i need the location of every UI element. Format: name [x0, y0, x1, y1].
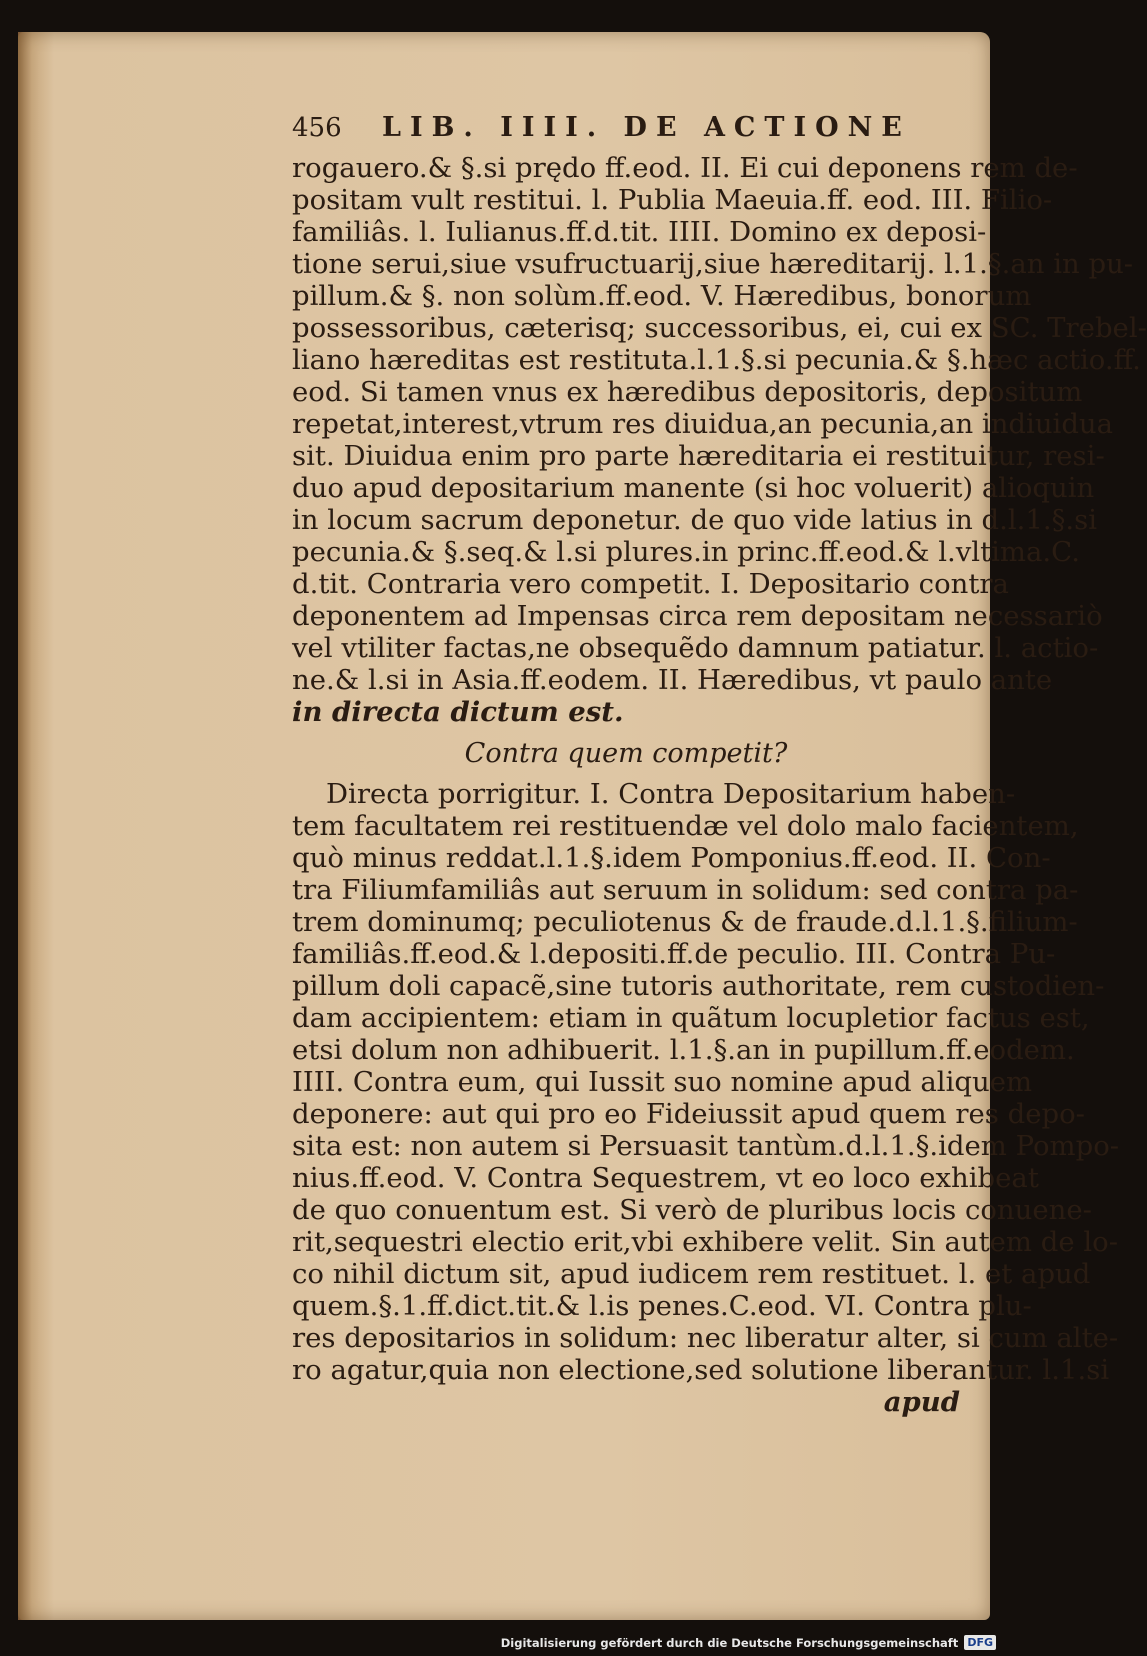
text-line: vel vtiliter factas,ne obsequẽdo damnum patiatur. l. actio- [292, 632, 1099, 664]
text-line: tione serui,siue vsufructuarij,siue hæreditarij. l.1.§.an in pu- [292, 248, 1134, 280]
digitization-footer [501, 1635, 996, 1650]
text-line: possessoribus, cæterisq; successoribus, ei, cui ex SC. Trebel- [292, 312, 1147, 344]
text-line: in locum sacrum deponetur. de quo vide latius in d.l.1.§.si [292, 504, 1098, 536]
text-line: dam accipientem: etiam in quãtum locupletior factus est, [292, 1002, 1090, 1034]
paragraph-after-heading [292, 778, 1120, 1418]
text-line: familiâs. l. Iulianus.ff.d.tit. IIII. Domino ex deposi- [292, 216, 987, 248]
catchword: apud [883, 1386, 960, 1418]
text-line: deponere: aut qui pro eo Fideiussit apud quem res depo- [292, 1098, 1085, 1130]
text-line: pillum.& §. non solùm.ff.eod. V. Hæredibus, bonorum [292, 280, 1032, 312]
text-line: eod. Si tamen vnus ex hæredibus depositoris, depositum [292, 376, 1083, 408]
running-head-title: LIB. IIII. DE ACTIONE [382, 112, 911, 143]
section-heading: Contra quem competit? [464, 738, 788, 769]
text-line: pecunia.& §.seq.& l.si plures.in princ.ff.eod.& l.vltima.C. [292, 536, 1080, 568]
page-number: 456 [292, 113, 342, 143]
text-line: sit. Diuidua enim pro parte hæreditaria ei restituitur, resi- [292, 440, 1105, 472]
text-line: liano hæreditas est restituta.l.1.§.si pecunia.& §.hæc actio.ff. [292, 344, 1141, 376]
text-line: deponentem ad Impensas circa rem depositam necessariò [292, 600, 1103, 632]
paragraph-before-heading [292, 152, 1147, 728]
text-line: positam vult restitui. l. Publia Maeuia.ff. eod. III. Filio- [292, 184, 1053, 216]
text-line: tem facultatem rei restituendæ vel dolo malo facientem, [292, 810, 1079, 842]
text-line: co nihil dictum sit, apud iudicem rem restituet. l. et apud [292, 1258, 1091, 1290]
footer-credit: Digitalisierung gefördert durch die Deutsche Forschungsgemeinschaft [500, 1635, 959, 1650]
text-line: Directa porrigitur. I. Contra Depositarium haben- [326, 778, 1016, 810]
text-line: trem dominumq; peculiotenus & de fraude.d.l.1.§.filium- [292, 906, 1078, 938]
text-line: duo apud depositarium manente (si hoc voluerit) alioquin [292, 472, 1095, 504]
text-line: res depositarios in solidum: nec liberatur alter, si cum alte- [292, 1322, 1119, 1354]
text-line: in directa dictum est. [292, 696, 624, 728]
text-line: sita est: non autem si Persuasit tantùm.d.l.1.§.idem Pompo- [292, 1130, 1120, 1162]
text-line: etsi dolum non adhibuerit. l.1.§.an in pupillum.ff.eodem. [292, 1034, 1075, 1066]
text-line: ne.& l.si in Asia.ff.eodem. II. Hæredibus, vt paulo ante [292, 664, 1053, 696]
text-line: pillum doli capacẽ,sine tutoris authoritate, rem custodien- [292, 970, 1105, 1002]
text-line: nius.ff.eod. V. Contra Sequestrem, vt eo loco exhibeat [292, 1162, 1039, 1194]
text-line: familiâs.ff.eod.& l.depositi.ff.de peculio. III. Contra Pu- [292, 938, 1056, 970]
text-line: IIII. Contra eum, qui Iussit suo nomine apud aliquem [292, 1066, 1033, 1098]
text-line: repetat,interest,vtrum res diuidua,an pecunia,an indiuidua [292, 408, 1114, 440]
running-head [292, 112, 960, 152]
dfg-logo: DFG [964, 1635, 996, 1650]
text-line: quem.§.1.ff.dict.tit.& l.is penes.C.eod. VI. Contra plu- [292, 1290, 1032, 1322]
text-line: quò minus reddat.l.1.§.idem Pomponius.ff.eod. II. Con- [292, 842, 1051, 874]
text-line: d.tit. Contraria vero competit. I. Depositario contra [292, 568, 1009, 600]
text-line: rogauero.& §.si prędo ff.eod. II. Ei cui deponens rem de- [292, 152, 1078, 184]
text-line: tra Filiumfamiliâs aut seruum in solidum: sed contra pa- [292, 874, 1079, 906]
text-line: ro agatur,quia non electione,sed solutione liberantur. l.1.si [292, 1354, 1110, 1386]
text-line: rit,sequestri electio erit,vbi exhibere velit. Sin autem de lo- [292, 1226, 1118, 1258]
text-block [292, 112, 1147, 1418]
text-line: de quo conuentum est. Si verò de pluribus locis conuene- [292, 1194, 1092, 1226]
